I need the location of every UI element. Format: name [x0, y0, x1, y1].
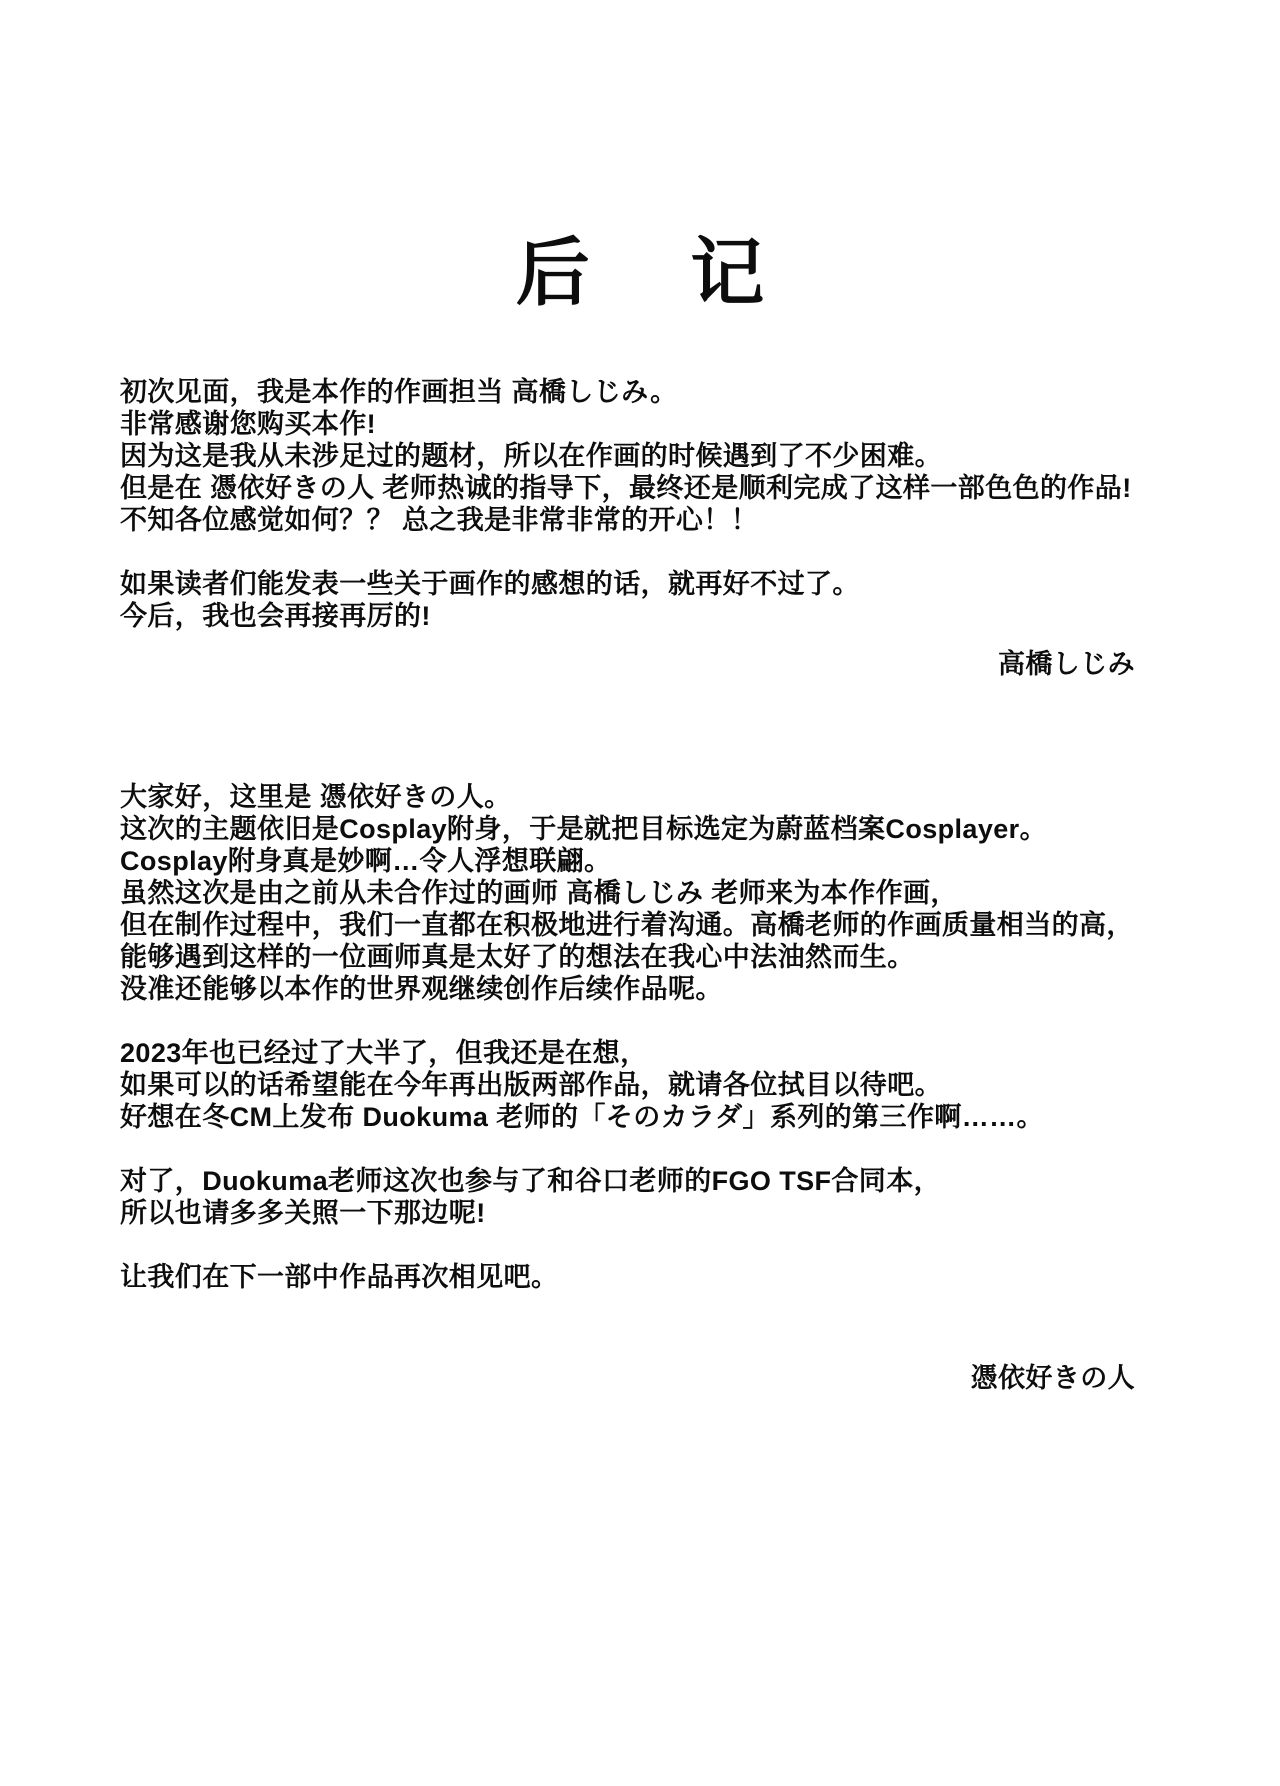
text-line: 大家好，这里是 憑依好きの人。 [120, 782, 512, 812]
text-line: Cosplay附身真是妙啊…令人浮想联翩。 [120, 846, 612, 876]
text-line: 初次见面，我是本作的作画担当 高橋しじみ。 [120, 377, 678, 407]
text-line: 但在制作过程中，我们一直都在积极地进行着沟通。高橋老师的作画质量相当的高， [120, 910, 1134, 940]
text-line: 没准还能够以本作的世界观继续创作后续作品呢。 [120, 974, 723, 1004]
text-line: 能够遇到这样的一位画师真是太好了的想法在我心中法油然而生。 [120, 942, 915, 972]
author-signature: 憑依好きの人 [970, 1363, 1135, 1393]
text-line: 如果可以的话希望能在今年再出版两部作品，就请各位拭目以待吧。 [120, 1070, 942, 1100]
text-line: 所以也请多多关照一下那边呢! [120, 1198, 486, 1228]
text-line: 2023年也已经过了大半了，但我还是在想， [120, 1038, 648, 1068]
text-line: 今后，我也会再接再厉的! [120, 601, 431, 631]
artist-paragraph-1 [120, 376, 1135, 536]
author-paragraph-4 [120, 1261, 1135, 1293]
text-line: 因为这是我从未涉足过的题材，所以在作画的时候遇到了不少困难。 [120, 441, 942, 471]
text-line: 但是在 憑依好きの人 老师热诚的指导下，最终还是顺利完成了这样一部色色的作品! [120, 473, 1132, 503]
author-afterword-block [120, 781, 1135, 1293]
text-line: 这次的主题依旧是Cosplay附身，于是就把目标选定为蔚蓝档案Cosplayer。 [120, 814, 1047, 844]
text-line: 不知各位感觉如何？？ 总之我是非常非常的开心！！ [120, 505, 759, 535]
author-paragraph-3 [120, 1165, 1135, 1229]
artist-afterword-block [120, 376, 1135, 632]
author-paragraph-2 [120, 1037, 1135, 1133]
artist-signature: 高橋しじみ [998, 649, 1135, 679]
text-line: 好想在冬CM上发布 Duokuma 老师的「そのカラダ」系列的第三作啊……。 [120, 1102, 1044, 1132]
text-line: 非常感谢您购买本作! [120, 409, 376, 439]
text-line: 对了，Duokuma老师这次也参与了和谷口老师的FGO TSF合同本， [120, 1166, 942, 1196]
artist-paragraph-2 [120, 568, 1135, 632]
text-line: 让我们在下一部中作品再次相见吧。 [120, 1262, 559, 1292]
page-title: 后 记 [515, 230, 765, 314]
text-line: 虽然这次是由之前从未合作过的画师 高橋しじみ 老师来为本作作画， [120, 878, 958, 908]
text-line: 如果读者们能发表一些关于画作的感想的话，就再好不过了。 [120, 569, 860, 599]
author-paragraph-1 [120, 781, 1135, 1005]
